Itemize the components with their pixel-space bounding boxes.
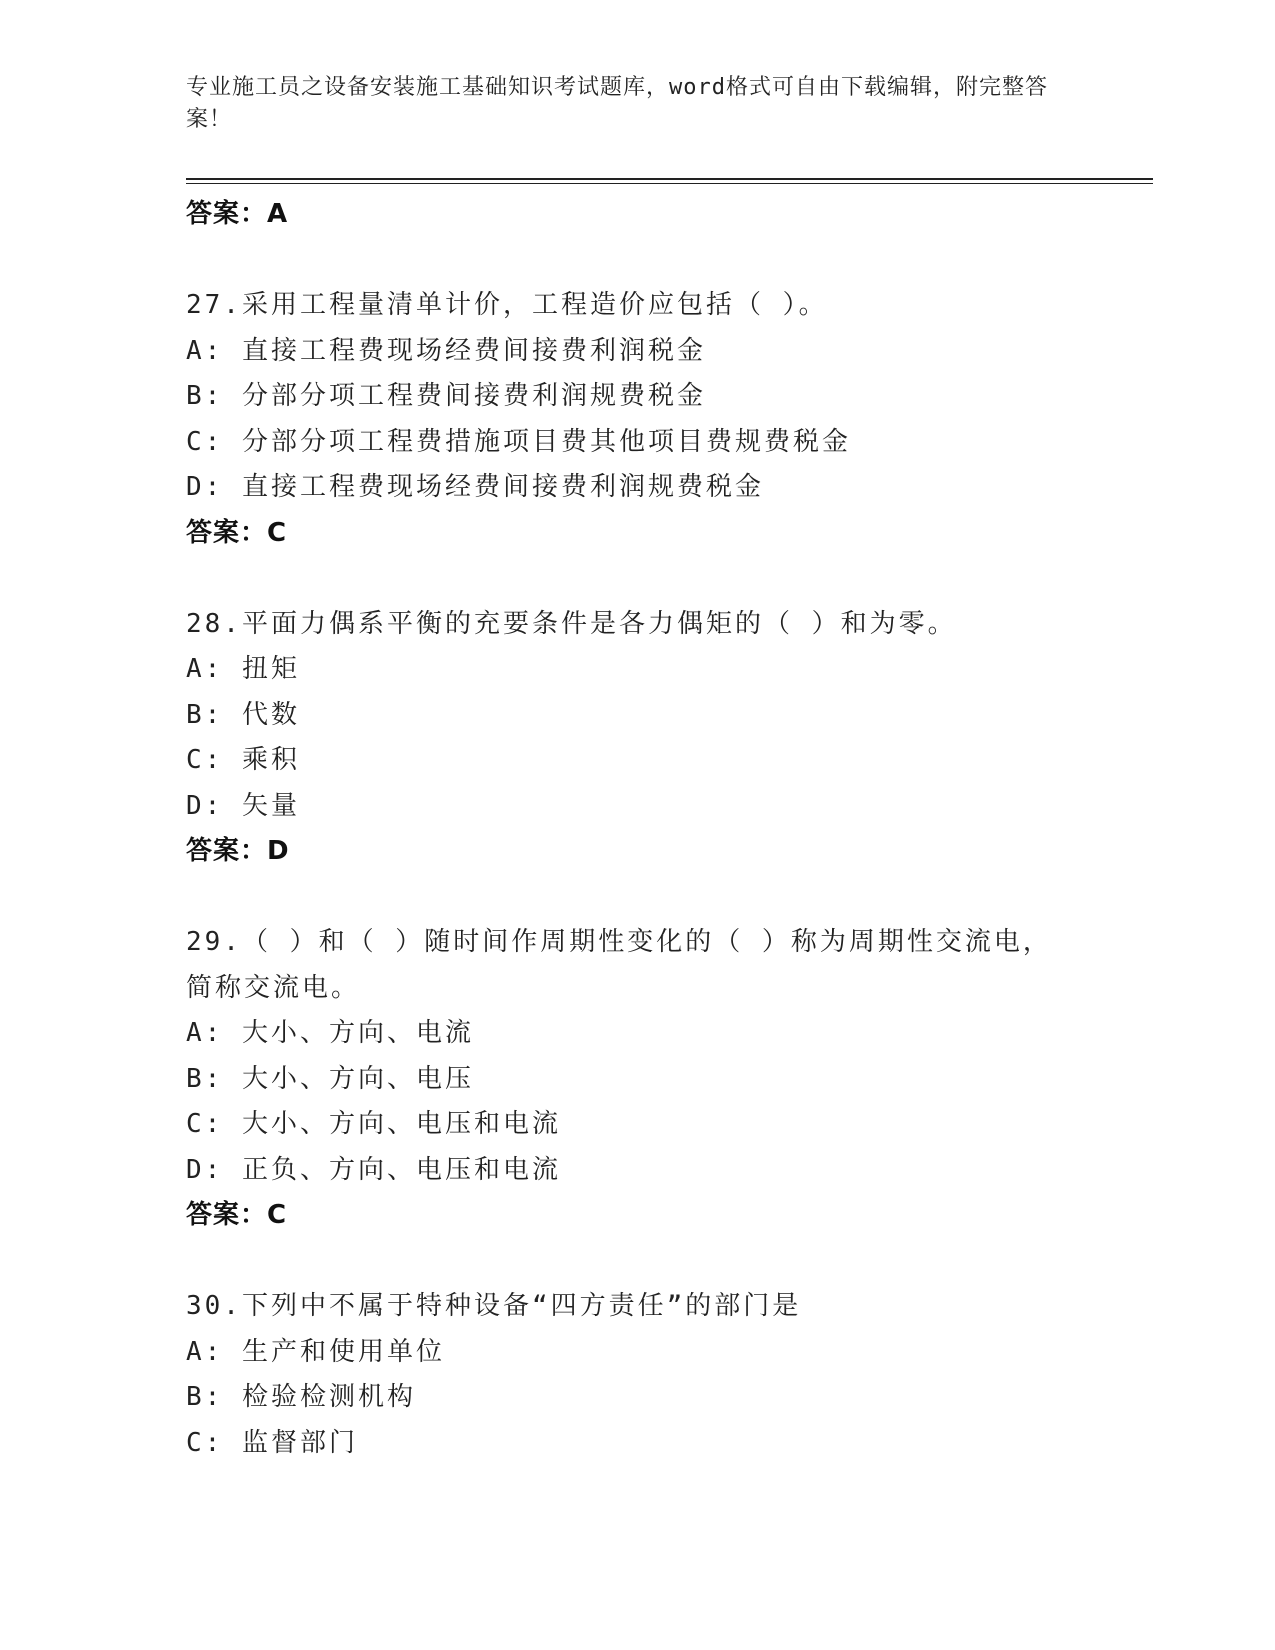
question-block <box>186 920 1086 1239</box>
option-a: A: 大小、方向、电流 <box>186 1018 474 1048</box>
answer-line: 答案：D <box>186 836 290 866</box>
option-b: B: 分部分项工程费间接费利润规费税金 <box>186 381 706 411</box>
question-block <box>186 283 1086 556</box>
option-a: A: 生产和使用单位 <box>186 1336 445 1367</box>
option-a: A: 直接工程费现场经费间接费利润税金 <box>186 335 706 366</box>
option-a: A: 扭矩 <box>186 654 300 684</box>
question-stem: 28.平面力偶系平衡的充要条件是各力偶矩的（ ）和为零。 <box>186 608 957 639</box>
answer-line: 答案：A <box>186 199 289 229</box>
question-stem: 27.采用工程量清单计价，工程造价应包括（ ）。 <box>186 290 828 320</box>
option-d: D: 矢量 <box>186 790 300 821</box>
question-stem: 29.（ ）和（ ）随时间作周期性变化的（ ）称为周期性交流电，简称交流电。 <box>186 927 1052 1003</box>
question-list <box>186 192 1086 1466</box>
answer-line: 答案：C <box>186 1200 288 1230</box>
option-c: C: 监督部门 <box>186 1427 358 1458</box>
option-d: D: 直接工程费现场经费间接费利润规费税金 <box>186 472 764 502</box>
document-header: 专业施工员之设备安装施工基础知识考试题库，word格式可自由下载编辑，附完整答案！ <box>186 75 1048 132</box>
option-c: C: 分部分项工程费措施项目费其他项目费规费税金 <box>186 426 851 457</box>
option-b: B: 检验检测机构 <box>186 1382 416 1412</box>
question-block <box>186 1284 1086 1466</box>
option-b: B: 大小、方向、电压 <box>186 1063 474 1094</box>
option-c: C: 乘积 <box>186 745 300 775</box>
answer-line: 答案：C <box>186 517 288 548</box>
header-divider <box>186 178 1153 180</box>
header-divider-thin <box>186 183 1153 184</box>
option-d: D: 正负、方向、电压和电流 <box>186 1154 561 1185</box>
question-block <box>186 602 1086 875</box>
option-b: B: 代数 <box>186 699 300 730</box>
question-stem: 30.下列中不属于特种设备“四方责任”的部门是 <box>186 1291 802 1321</box>
option-c: C: 大小、方向、电压和电流 <box>186 1109 561 1139</box>
